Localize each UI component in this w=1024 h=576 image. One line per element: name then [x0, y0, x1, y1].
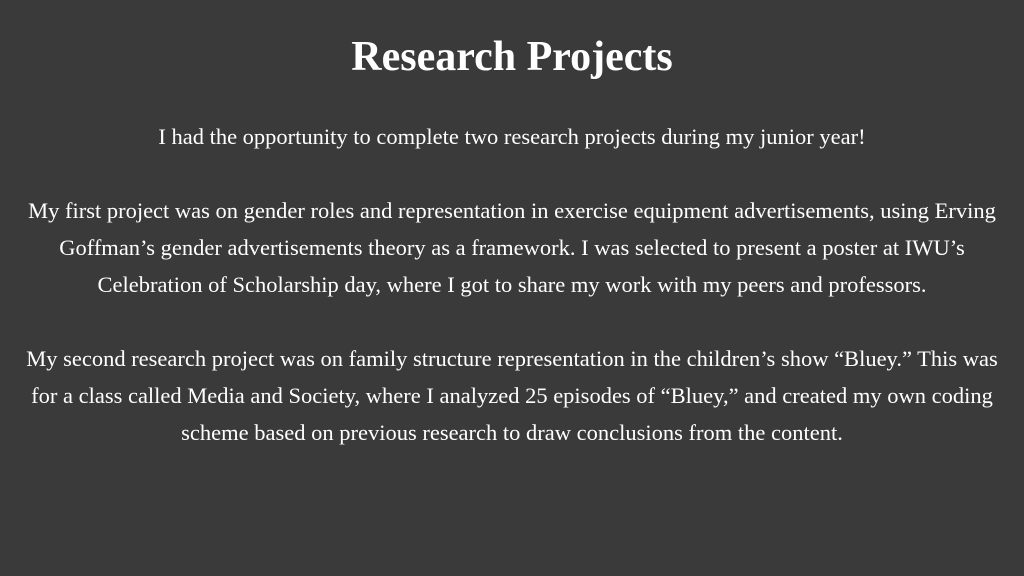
- slide-title: Research Projects: [351, 34, 673, 80]
- second-project-paragraph: My second research project was on family structure representation in the children’s show “Bluey.” This was for a class called Media and Society, where I analyzed 25 episodes of “Bluey,” and created my own coding scheme based on previous research to draw conclusions from the content.: [26, 346, 998, 445]
- first-project-paragraph: My first project was on gender roles and representation in exercise equipment advertisements, using Erving Goffman’s gender advertisements theory as a framework. I was selected to present a poster at IWU’s Celebration of Scholarship day, where I got to share my work with my peers and professors.: [28, 198, 996, 297]
- paragraph-spacer: [12, 155, 1012, 192]
- paragraph-spacer: [12, 303, 1012, 340]
- slide-body: [12, 118, 1012, 451]
- intro-paragraph: I had the opportunity to complete two research projects during my junior year!: [158, 124, 866, 149]
